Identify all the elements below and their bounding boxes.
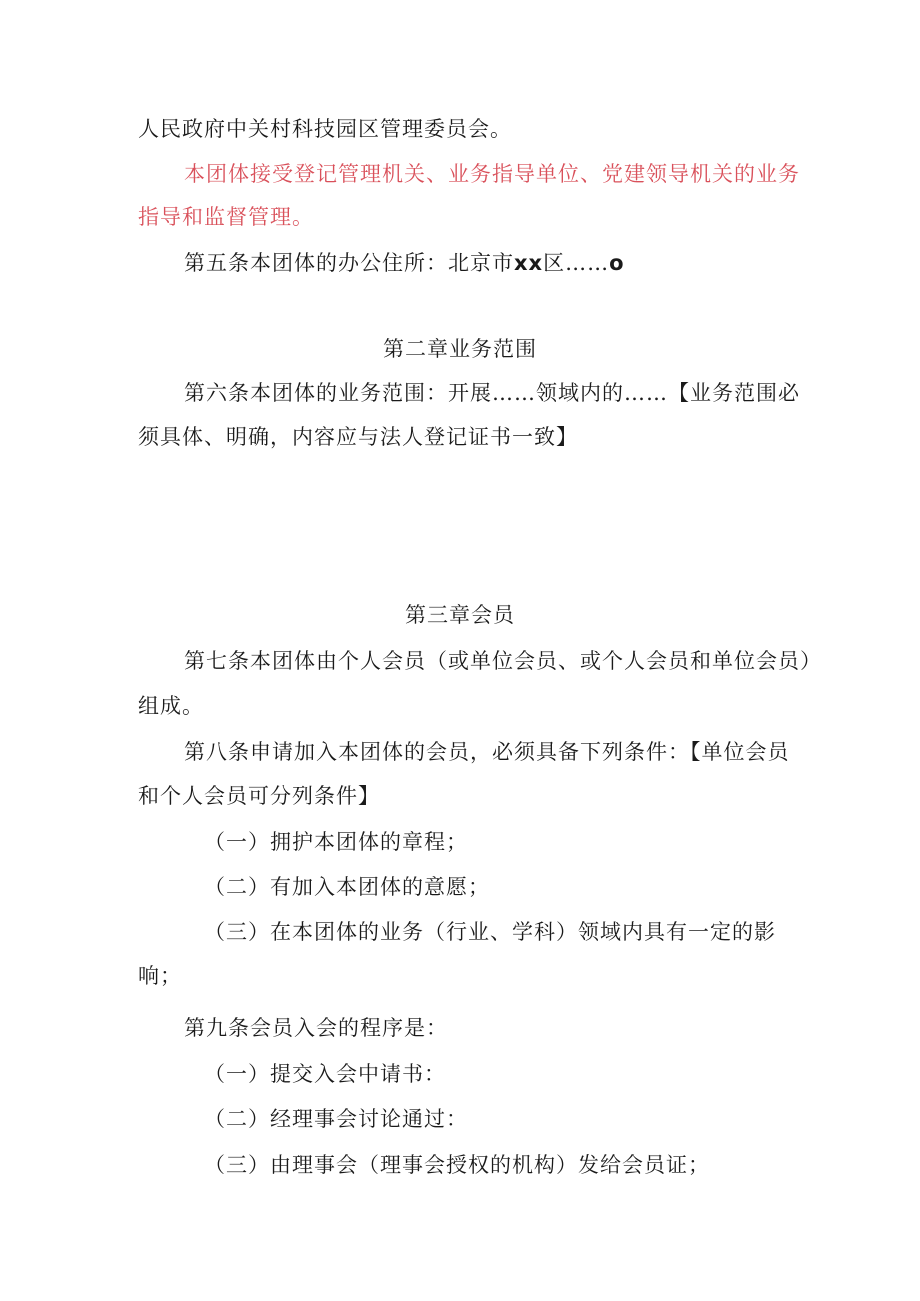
article-5-line bbox=[184, 248, 625, 278]
text-line: 响； bbox=[138, 964, 182, 988]
list-item: （二）有加入本团体的意愿； bbox=[204, 875, 490, 899]
chapter-heading: 第三章会员 bbox=[405, 603, 515, 627]
list-item: （一）提交入会中请书： bbox=[204, 1062, 446, 1086]
text-line: 人民政府中关村科技园区管理委员会。 bbox=[138, 117, 512, 141]
chapter-heading: 第二章业务范围 bbox=[383, 337, 537, 361]
list-item: （二）经理事会讨论通过： bbox=[204, 1107, 468, 1131]
list-item: （三）由理事会（理事会授权的机构）发给会员证； bbox=[204, 1153, 710, 1177]
list-item: （三）在本团体的业务（行业、学科）领域内具有一定的影 bbox=[204, 920, 776, 944]
text-line: 第六条本团体的业务范围：开展……领域内的……【业务范围必 bbox=[184, 381, 800, 405]
text-line: 组成。 bbox=[138, 694, 204, 718]
text-line: 须具体、明确，内容应与法人登记证书一致】 bbox=[138, 425, 578, 449]
text-line: 和个人会员可分列条件】 bbox=[138, 784, 380, 808]
list-item: （一）拥护本团体的章程； bbox=[204, 830, 468, 854]
text-line: 第七条本团体由个人会员（或单位会员、或个人会员和单位会员） bbox=[184, 649, 822, 673]
text-line: 第九条会员入会的程序是： bbox=[184, 1016, 448, 1040]
article-5-end: o bbox=[609, 251, 625, 275]
text-line: 第八条申请加入本团体的会员，必须具备下列条件：【单位会员 bbox=[184, 740, 790, 764]
highlighted-text-line: 本团体接受登记管理机关、业务指导单位、党建领导机关的业务 bbox=[184, 162, 800, 186]
highlighted-text-line: 指导和监督管理。 bbox=[138, 205, 314, 229]
article-5-text: 第五条本团体的办公住所：北京市 bbox=[184, 251, 514, 275]
article-5-ellipsis: 区…… bbox=[543, 251, 610, 275]
district-placeholder: xx bbox=[514, 251, 544, 275]
